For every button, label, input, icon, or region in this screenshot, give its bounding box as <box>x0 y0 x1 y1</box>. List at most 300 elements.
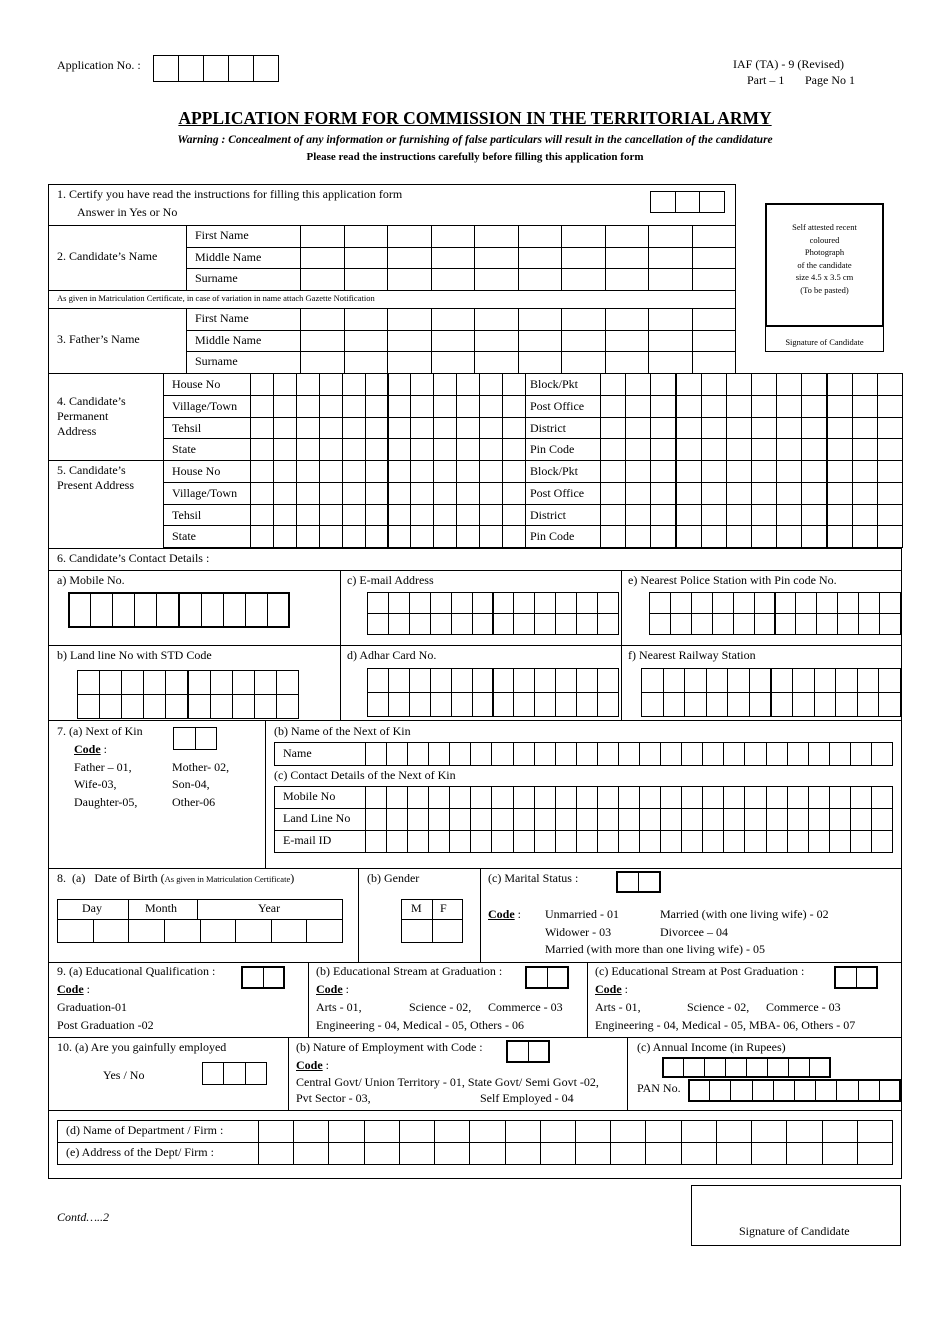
s4-address-right-cell[interactable] <box>776 395 802 418</box>
police-station-cell[interactable] <box>670 592 692 614</box>
s4-address-left-cell[interactable] <box>388 395 412 418</box>
email-address-cell[interactable] <box>388 592 410 614</box>
father-name-cell[interactable] <box>605 308 650 331</box>
kin-contact-cell[interactable] <box>787 786 809 809</box>
certify-answer-cell[interactable] <box>675 191 701 213</box>
s5-address-right-cell[interactable] <box>726 504 752 527</box>
email-address-cell[interactable] <box>576 613 598 635</box>
s4-address-right-cell[interactable] <box>676 438 702 461</box>
landline-number-cell[interactable] <box>254 670 277 695</box>
s5-address-left-cell[interactable] <box>273 504 297 527</box>
s5-address-left-cell[interactable] <box>342 460 366 483</box>
s4-address-left-cell[interactable] <box>502 395 526 418</box>
employed-answer-cell[interactable] <box>223 1062 245 1085</box>
kin-contact-cell[interactable] <box>428 808 450 831</box>
kin-contact-cell[interactable] <box>470 808 492 831</box>
s4-address-left-cell[interactable] <box>273 395 297 418</box>
father-name-cell[interactable] <box>431 330 476 353</box>
s4-address-right-cell[interactable] <box>877 373 903 396</box>
kin-name-cell[interactable] <box>639 742 661 766</box>
email-address-cell[interactable] <box>597 613 619 635</box>
adhar-number-cell[interactable] <box>534 692 556 717</box>
kin-contact-cell[interactable] <box>365 786 387 809</box>
candidate-name-cell[interactable] <box>300 268 345 291</box>
certify-answer-cell[interactable] <box>650 191 676 213</box>
adhar-number-cell[interactable] <box>513 668 535 693</box>
department-cell[interactable] <box>610 1120 646 1143</box>
s4-address-left-cell[interactable] <box>319 417 343 440</box>
police-station-cell[interactable] <box>712 592 734 614</box>
railway-station-cell[interactable] <box>749 692 772 717</box>
adhar-number-cell[interactable] <box>493 692 515 717</box>
kin-contact-cell[interactable] <box>513 830 535 853</box>
police-station-cell[interactable] <box>795 613 817 635</box>
s5-address-right-cell[interactable] <box>827 482 853 505</box>
kin-name-cell[interactable] <box>470 742 492 766</box>
kin-contact-cell[interactable] <box>491 830 513 853</box>
s4-address-left-cell[interactable] <box>250 438 274 461</box>
s5-address-left-cell[interactable] <box>296 525 320 548</box>
adhar-number-cell[interactable] <box>576 668 598 693</box>
kin-contact-cell[interactable] <box>702 786 724 809</box>
railway-station-cell[interactable] <box>814 692 837 717</box>
s5-address-right-cell[interactable] <box>676 504 702 527</box>
railway-station-cell[interactable] <box>749 668 772 693</box>
candidate-name-cell[interactable] <box>344 247 389 270</box>
s5-address-right-cell[interactable] <box>676 482 702 505</box>
email-address-cell[interactable] <box>513 592 535 614</box>
department-cell[interactable] <box>786 1142 822 1165</box>
s5-address-left-cell[interactable] <box>319 525 343 548</box>
kin-name-cell[interactable] <box>829 742 851 766</box>
father-name-cell[interactable] <box>300 351 345 374</box>
s5-address-right-cell[interactable] <box>600 460 626 483</box>
kin-contact-cell[interactable] <box>386 808 408 831</box>
police-station-cell[interactable] <box>691 592 713 614</box>
police-station-cell[interactable] <box>754 592 776 614</box>
department-cell[interactable] <box>434 1120 470 1143</box>
father-name-cell[interactable] <box>431 351 476 374</box>
s5-address-right-cell[interactable] <box>701 460 727 483</box>
s4-address-right-cell[interactable] <box>827 417 853 440</box>
candidate-name-cell[interactable] <box>518 268 563 291</box>
s4-address-left-cell[interactable] <box>342 373 366 396</box>
kin-contact-cell[interactable] <box>449 830 471 853</box>
s5-address-left-cell[interactable] <box>319 504 343 527</box>
kin-contact-cell[interactable] <box>829 808 851 831</box>
adhar-number-cell[interactable] <box>409 668 431 693</box>
kin-contact-cell[interactable] <box>597 786 619 809</box>
kin-contact-cell[interactable] <box>723 830 745 853</box>
s4-address-left-cell[interactable] <box>433 373 457 396</box>
kin-contact-cell[interactable] <box>555 830 577 853</box>
police-station-cell[interactable] <box>670 613 692 635</box>
kin-name-cell[interactable] <box>618 742 640 766</box>
s5-address-right-cell[interactable] <box>701 504 727 527</box>
railway-station-cell[interactable] <box>771 692 794 717</box>
department-cell[interactable] <box>822 1142 858 1165</box>
police-station-cell[interactable] <box>837 592 859 614</box>
landline-number-cell[interactable] <box>165 694 188 719</box>
candidate-name-cell[interactable] <box>561 225 606 248</box>
candidate-name-cell[interactable] <box>387 268 432 291</box>
gender-cell[interactable] <box>401 919 433 943</box>
kin-contact-cell[interactable] <box>702 830 724 853</box>
railway-station-cell[interactable] <box>727 692 750 717</box>
father-name-cell[interactable] <box>692 330 737 353</box>
s5-address-left-cell[interactable] <box>502 504 526 527</box>
kin-contact-cell[interactable] <box>744 830 766 853</box>
email-address-cell[interactable] <box>367 613 389 635</box>
s5-address-right-cell[interactable] <box>701 525 727 548</box>
landline-number-cell[interactable] <box>232 694 255 719</box>
s5-address-left-cell[interactable] <box>388 525 412 548</box>
s4-address-right-cell[interactable] <box>852 395 878 418</box>
kin-name-cell[interactable] <box>850 742 872 766</box>
police-station-cell[interactable] <box>816 613 838 635</box>
department-cell[interactable] <box>469 1120 505 1143</box>
kin-contact-cell[interactable] <box>576 830 598 853</box>
s4-address-left-cell[interactable] <box>342 395 366 418</box>
kin-name-cell[interactable] <box>365 742 387 766</box>
candidate-name-cell[interactable] <box>692 268 737 291</box>
s5-address-left-cell[interactable] <box>342 525 366 548</box>
department-cell[interactable] <box>540 1120 576 1143</box>
s5-address-left-cell[interactable] <box>250 460 274 483</box>
department-cell[interactable] <box>716 1120 752 1143</box>
application-no-cell[interactable] <box>203 55 229 82</box>
department-cell[interactable] <box>293 1120 329 1143</box>
employed-answer-cell[interactable] <box>202 1062 224 1085</box>
kin-contact-cell[interactable] <box>850 808 872 831</box>
department-cell[interactable] <box>716 1142 752 1165</box>
email-address-cell[interactable] <box>472 592 494 614</box>
s4-address-left-cell[interactable] <box>319 438 343 461</box>
kin-contact-cell[interactable] <box>850 786 872 809</box>
police-station-cell[interactable] <box>733 592 755 614</box>
s5-address-left-cell[interactable] <box>388 482 412 505</box>
kin-contact-cell[interactable] <box>597 830 619 853</box>
landline-number-cell[interactable] <box>143 694 166 719</box>
father-name-cell[interactable] <box>387 351 432 374</box>
date-of-birth-cell[interactable] <box>235 919 272 943</box>
s5-address-left-cell[interactable] <box>365 504 389 527</box>
kin-contact-cell[interactable] <box>744 786 766 809</box>
date-of-birth-cell[interactable] <box>93 919 130 943</box>
police-station-cell[interactable] <box>858 592 880 614</box>
kin-contact-cell[interactable] <box>829 830 851 853</box>
s4-address-left-cell[interactable] <box>456 373 480 396</box>
railway-station-cell[interactable] <box>835 692 858 717</box>
s5-address-left-cell[interactable] <box>365 525 389 548</box>
date-of-birth-cell[interactable] <box>128 919 165 943</box>
s4-address-right-cell[interactable] <box>776 438 802 461</box>
kin-name-cell[interactable] <box>534 742 556 766</box>
department-cell[interactable] <box>328 1120 364 1143</box>
kin-name-cell[interactable] <box>660 742 682 766</box>
adhar-number-cell[interactable] <box>555 692 577 717</box>
kin-contact-cell[interactable] <box>681 786 703 809</box>
email-address-cell[interactable] <box>597 592 619 614</box>
police-station-cell[interactable] <box>691 613 713 635</box>
s4-address-right-cell[interactable] <box>877 438 903 461</box>
candidate-name-cell[interactable] <box>431 247 476 270</box>
father-name-cell[interactable] <box>518 308 563 331</box>
s4-address-right-cell[interactable] <box>877 395 903 418</box>
father-name-cell[interactable] <box>648 351 693 374</box>
s4-address-left-cell[interactable] <box>479 373 503 396</box>
s5-address-left-cell[interactable] <box>410 460 434 483</box>
candidate-name-cell[interactable] <box>605 225 650 248</box>
father-name-cell[interactable] <box>518 351 563 374</box>
kin-contact-cell[interactable] <box>618 808 640 831</box>
s4-address-right-cell[interactable] <box>650 417 676 440</box>
father-name-cell[interactable] <box>344 330 389 353</box>
kin-contact-cell[interactable] <box>513 808 535 831</box>
adhar-number-cell[interactable] <box>388 668 410 693</box>
s5-address-left-cell[interactable] <box>296 482 320 505</box>
police-station-cell[interactable] <box>816 592 838 614</box>
kin-contact-cell[interactable] <box>407 830 429 853</box>
kin-contact-cell[interactable] <box>808 786 830 809</box>
department-cell[interactable] <box>258 1142 294 1165</box>
candidate-name-cell[interactable] <box>518 247 563 270</box>
s5-address-right-cell[interactable] <box>776 460 802 483</box>
father-name-cell[interactable] <box>474 330 519 353</box>
s4-address-left-cell[interactable] <box>456 438 480 461</box>
email-address-cell[interactable] <box>409 592 431 614</box>
department-cell[interactable] <box>645 1120 681 1143</box>
department-cell[interactable] <box>610 1142 646 1165</box>
kin-contact-cell[interactable] <box>871 808 893 831</box>
candidate-name-cell[interactable] <box>300 225 345 248</box>
railway-station-cell[interactable] <box>792 668 815 693</box>
s4-address-right-cell[interactable] <box>726 395 752 418</box>
email-address-cell[interactable] <box>555 592 577 614</box>
candidate-name-cell[interactable] <box>518 225 563 248</box>
father-name-cell[interactable] <box>300 308 345 331</box>
s4-address-left-cell[interactable] <box>502 438 526 461</box>
s5-address-right-cell[interactable] <box>801 460 827 483</box>
adhar-number-cell[interactable] <box>367 668 389 693</box>
department-cell[interactable] <box>857 1142 893 1165</box>
s5-address-left-cell[interactable] <box>502 525 526 548</box>
police-station-cell[interactable] <box>879 592 901 614</box>
s4-address-left-cell[interactable] <box>410 395 434 418</box>
s4-address-right-cell[interactable] <box>852 373 878 396</box>
s4-address-left-cell[interactable] <box>410 373 434 396</box>
s5-address-left-cell[interactable] <box>456 460 480 483</box>
s5-address-right-cell[interactable] <box>650 460 676 483</box>
railway-station-cell[interactable] <box>878 668 901 693</box>
father-name-cell[interactable] <box>605 351 650 374</box>
landline-number-cell[interactable] <box>77 694 100 719</box>
department-cell[interactable] <box>681 1120 717 1143</box>
kin-name-cell[interactable] <box>449 742 471 766</box>
s5-address-left-cell[interactable] <box>433 504 457 527</box>
s5-address-right-cell[interactable] <box>751 460 777 483</box>
s4-address-left-cell[interactable] <box>365 373 389 396</box>
kin-name-cell[interactable] <box>491 742 513 766</box>
s5-address-right-cell[interactable] <box>625 482 651 505</box>
email-address-cell[interactable] <box>472 613 494 635</box>
kin-contact-cell[interactable] <box>850 830 872 853</box>
kin-contact-cell[interactable] <box>513 786 535 809</box>
s4-address-right-cell[interactable] <box>600 373 626 396</box>
next-of-kin-code-cell[interactable] <box>173 727 196 750</box>
candidate-name-cell[interactable] <box>605 268 650 291</box>
application-no-cell[interactable] <box>228 55 254 82</box>
father-name-cell[interactable] <box>431 308 476 331</box>
s4-address-right-cell[interactable] <box>726 438 752 461</box>
department-cell[interactable] <box>505 1120 541 1143</box>
candidate-name-cell[interactable] <box>561 268 606 291</box>
s4-address-left-cell[interactable] <box>433 395 457 418</box>
kin-contact-cell[interactable] <box>639 786 661 809</box>
kin-contact-cell[interactable] <box>660 808 682 831</box>
railway-station-cell[interactable] <box>771 668 794 693</box>
kin-contact-cell[interactable] <box>723 808 745 831</box>
s4-address-right-cell[interactable] <box>600 395 626 418</box>
landline-number-cell[interactable] <box>188 694 211 719</box>
landline-number-cell[interactable] <box>210 694 233 719</box>
s5-address-right-cell[interactable] <box>877 504 903 527</box>
s4-address-right-cell[interactable] <box>776 373 802 396</box>
kin-contact-cell[interactable] <box>534 808 556 831</box>
s5-address-right-cell[interactable] <box>600 504 626 527</box>
candidate-name-cell[interactable] <box>692 247 737 270</box>
s4-address-right-cell[interactable] <box>751 417 777 440</box>
certify-answer-cell[interactable] <box>699 191 725 213</box>
s4-address-left-cell[interactable] <box>388 417 412 440</box>
kin-contact-cell[interactable] <box>555 808 577 831</box>
adhar-number-cell[interactable] <box>472 668 494 693</box>
date-of-birth-cell[interactable] <box>306 919 343 943</box>
kin-contact-cell[interactable] <box>576 808 598 831</box>
s5-address-right-cell[interactable] <box>751 482 777 505</box>
s5-address-left-cell[interactable] <box>410 525 434 548</box>
father-name-cell[interactable] <box>344 351 389 374</box>
railway-station-cell[interactable] <box>857 692 880 717</box>
department-cell[interactable] <box>434 1142 470 1165</box>
application-no-cell[interactable] <box>153 55 179 82</box>
s5-address-right-cell[interactable] <box>852 460 878 483</box>
kin-name-cell[interactable] <box>386 742 408 766</box>
s4-address-left-cell[interactable] <box>296 438 320 461</box>
railway-station-cell[interactable] <box>663 668 686 693</box>
candidate-name-cell[interactable] <box>387 247 432 270</box>
candidate-name-cell[interactable] <box>648 268 693 291</box>
landline-number-cell[interactable] <box>165 670 188 695</box>
police-station-cell[interactable] <box>649 613 671 635</box>
s5-address-right-cell[interactable] <box>801 525 827 548</box>
father-name-cell[interactable] <box>387 308 432 331</box>
adhar-number-cell[interactable] <box>451 692 473 717</box>
application-no-cell[interactable] <box>178 55 204 82</box>
s4-address-left-cell[interactable] <box>502 417 526 440</box>
adhar-number-cell[interactable] <box>409 692 431 717</box>
s4-address-right-cell[interactable] <box>877 417 903 440</box>
s5-address-left-cell[interactable] <box>296 460 320 483</box>
adhar-number-cell[interactable] <box>555 668 577 693</box>
s5-address-right-cell[interactable] <box>776 482 802 505</box>
railway-station-cell[interactable] <box>857 668 880 693</box>
s5-address-left-cell[interactable] <box>456 525 480 548</box>
candidate-name-cell[interactable] <box>692 225 737 248</box>
email-address-cell[interactable] <box>513 613 535 635</box>
adhar-number-cell[interactable] <box>513 692 535 717</box>
s4-address-right-cell[interactable] <box>801 417 827 440</box>
s5-address-left-cell[interactable] <box>456 504 480 527</box>
s4-address-right-cell[interactable] <box>852 438 878 461</box>
s5-address-right-cell[interactable] <box>776 504 802 527</box>
father-name-cell[interactable] <box>692 308 737 331</box>
kin-name-cell[interactable] <box>513 742 535 766</box>
kin-contact-cell[interactable] <box>744 808 766 831</box>
department-cell[interactable] <box>505 1142 541 1165</box>
email-address-cell[interactable] <box>493 592 515 614</box>
s4-address-left-cell[interactable] <box>479 417 503 440</box>
s4-address-left-cell[interactable] <box>479 395 503 418</box>
kin-contact-cell[interactable] <box>723 786 745 809</box>
s5-address-left-cell[interactable] <box>342 504 366 527</box>
department-cell[interactable] <box>540 1142 576 1165</box>
kin-contact-cell[interactable] <box>407 786 429 809</box>
kin-contact-cell[interactable] <box>871 830 893 853</box>
s5-address-left-cell[interactable] <box>273 525 297 548</box>
father-name-cell[interactable] <box>474 351 519 374</box>
email-address-cell[interactable] <box>555 613 577 635</box>
police-station-cell[interactable] <box>649 592 671 614</box>
adhar-number-cell[interactable] <box>367 692 389 717</box>
railway-station-cell[interactable] <box>835 668 858 693</box>
s4-address-left-cell[interactable] <box>250 417 274 440</box>
s5-address-left-cell[interactable] <box>250 504 274 527</box>
s5-address-left-cell[interactable] <box>365 482 389 505</box>
s5-address-right-cell[interactable] <box>676 460 702 483</box>
police-station-cell[interactable] <box>837 613 859 635</box>
s4-address-left-cell[interactable] <box>433 417 457 440</box>
s5-address-left-cell[interactable] <box>296 504 320 527</box>
s4-address-left-cell[interactable] <box>388 373 412 396</box>
s5-address-right-cell[interactable] <box>877 482 903 505</box>
kin-contact-cell[interactable] <box>555 786 577 809</box>
kin-contact-cell[interactable] <box>766 808 788 831</box>
kin-contact-cell[interactable] <box>618 786 640 809</box>
s4-address-right-cell[interactable] <box>827 395 853 418</box>
adhar-number-cell[interactable] <box>430 668 452 693</box>
kin-contact-cell[interactable] <box>491 808 513 831</box>
s5-address-left-cell[interactable] <box>502 482 526 505</box>
s5-address-left-cell[interactable] <box>388 460 412 483</box>
kin-contact-cell[interactable] <box>639 808 661 831</box>
kin-contact-cell[interactable] <box>386 786 408 809</box>
s4-address-right-cell[interactable] <box>625 373 651 396</box>
kin-name-cell[interactable] <box>555 742 577 766</box>
landline-number-cell[interactable] <box>210 670 233 695</box>
s4-address-left-cell[interactable] <box>342 438 366 461</box>
s4-address-right-cell[interactable] <box>726 417 752 440</box>
candidate-name-cell[interactable] <box>431 225 476 248</box>
railway-station-cell[interactable] <box>792 692 815 717</box>
police-station-cell[interactable] <box>712 613 734 635</box>
kin-contact-cell[interactable] <box>660 830 682 853</box>
father-name-cell[interactable] <box>300 330 345 353</box>
s5-address-right-cell[interactable] <box>801 504 827 527</box>
kin-contact-cell[interactable] <box>639 830 661 853</box>
s5-address-left-cell[interactable] <box>433 482 457 505</box>
email-address-cell[interactable] <box>493 613 515 635</box>
